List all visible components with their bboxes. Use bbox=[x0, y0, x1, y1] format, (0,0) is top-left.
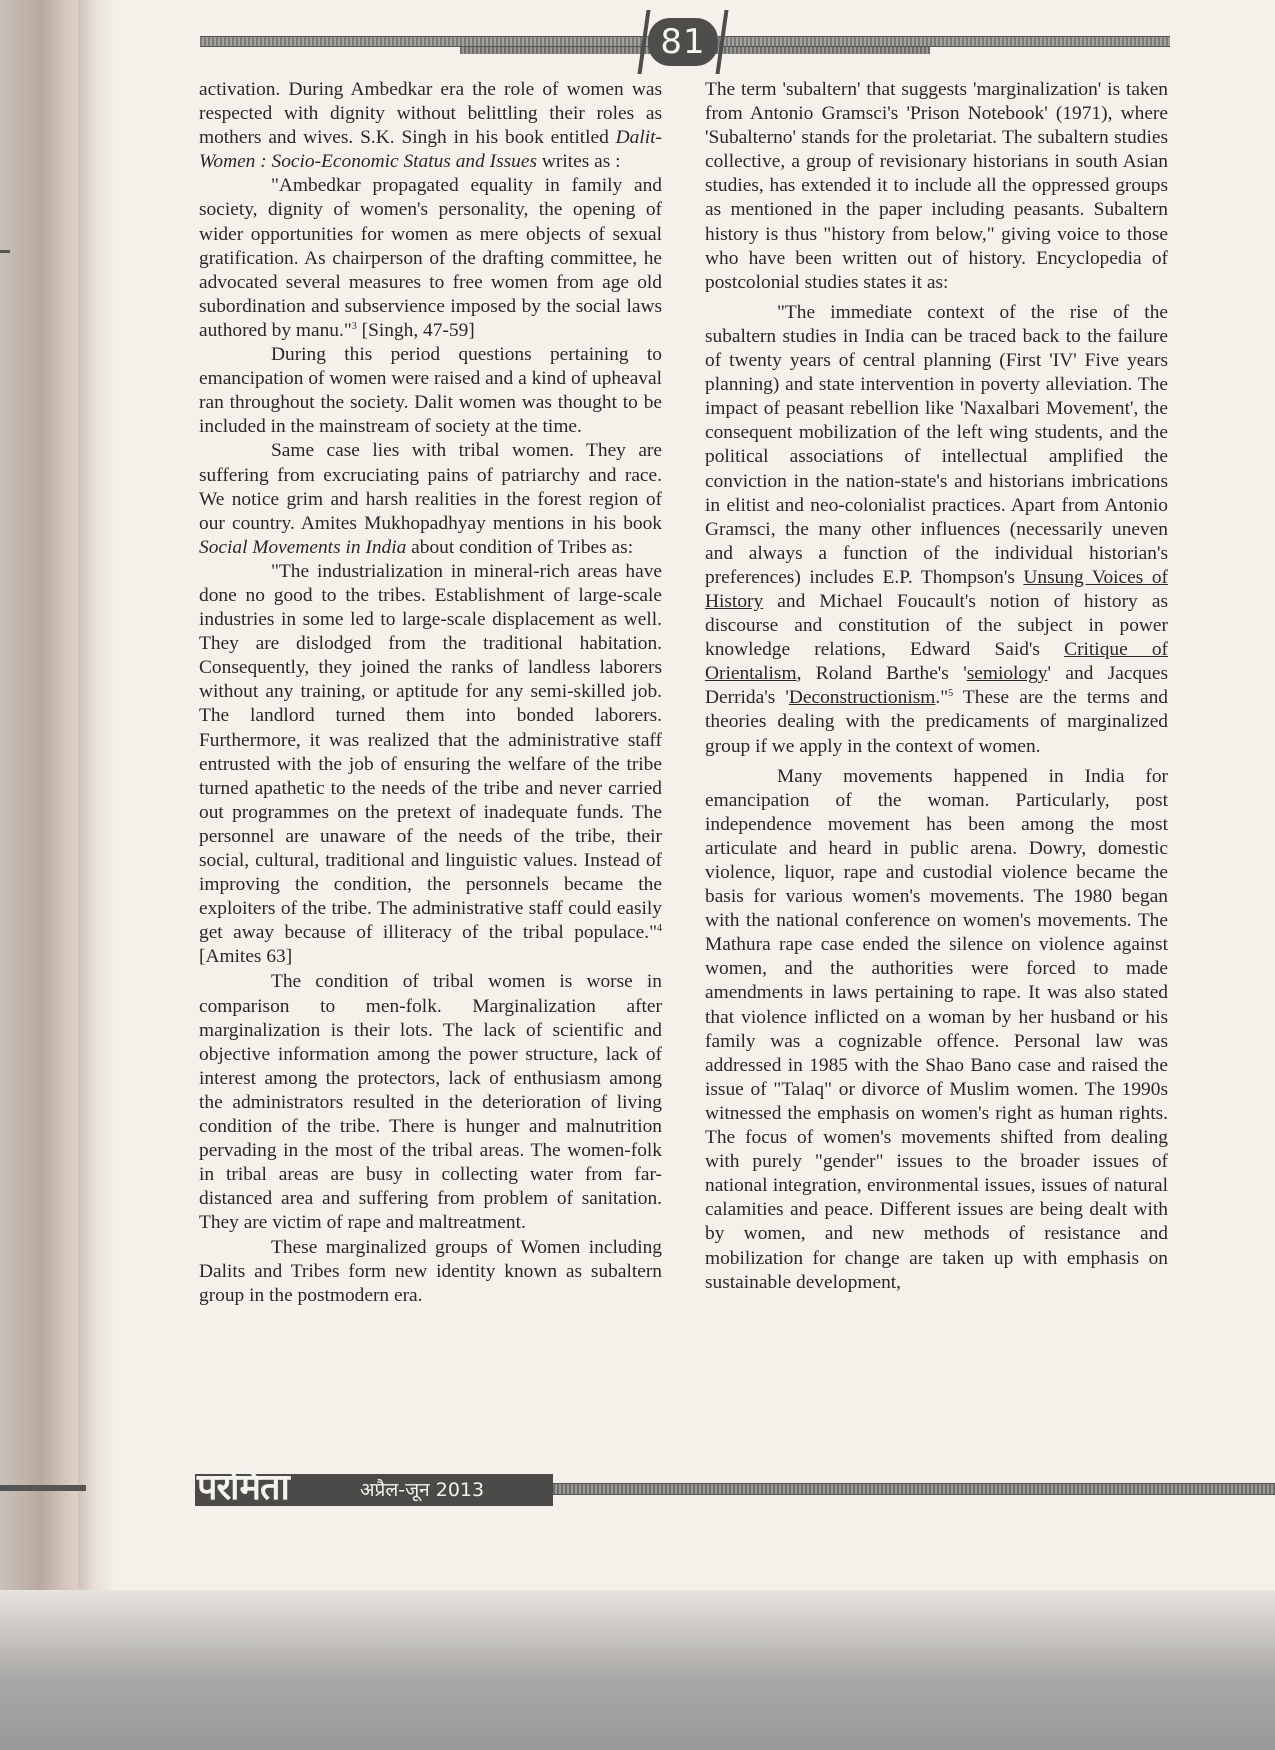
footer-rule bbox=[553, 1483, 1275, 1495]
scan-bottom-shadow bbox=[0, 1590, 1275, 1750]
paragraph: The condition of tribal women is worse in comparison to men-folk. Marginalization after marginalization is their lots. The lack of scientific and objective information among the power structure, lack of interest among the protectors, lack of enthusiasm among the administrators resulted in the deterioration of living condition of the tribe. There is hunger and malnutrition pervading in the most of the tribal areas. The women-folk in tribal areas are busy in collecting water from far-distanced area and suffering from problem of sanitation. They are victim of rape and maltreatment. bbox=[199, 971, 662, 1234]
paragraph: activation. During Ambedkar era the role of women was respected with dignity without belittling their roles as mothers and wives. S.K. Singh in his book entitled Dalit-Women : Socio-Economic Status and Issues writes as : bbox=[199, 79, 662, 173]
block-quote: "Ambedkar propagated equality in family and society, dignity of women's personality, the opening of wider opportunities for women as mere objects of sexual gratification. As chairperson of the drafting committee, he advocated several measures to free women from age old subordination and subservience imposed by the social laws authored by manu."$^3$ [Singh, 47-59] bbox=[199, 175, 662, 341]
footnote-marker: 5 bbox=[948, 688, 954, 700]
paragraph: Same case lies with tribal women. They are suffering from excruciating pains of patriarchy and race. We notice grim and harsh realities in the forest region of our country. Amites Mukhopadhyay mentions in his book Social Movements in India about condition of Tribes as: bbox=[199, 440, 662, 558]
header-rule-right bbox=[718, 36, 1170, 47]
underlined-term: Deconstructionism bbox=[788, 687, 936, 709]
left-column bbox=[199, 78, 662, 1308]
paragraph: The term 'subaltern' that suggests 'marginalization' is taken from Antonio Gramsci's 'Prison Notebook' (1971), where 'Subalterno' stands for the proletariat. The subaltern studies collective, a group of revisionary historians in south Asian studies, has extended it to include all the oppressed groups as mentioned in the paper including peasants. Subaltern history is thus "history from below," giving voice to those who have been written out of history. Encyclopedia of postcolonial studies states it as: bbox=[705, 79, 1168, 293]
paragraph: These marginalized groups of Women including Dalits and Tribes form new identity known as subaltern group in the postmodern era. bbox=[199, 1236, 662, 1306]
journal-logo: परमिता bbox=[197, 1467, 289, 1508]
page-number: 81 bbox=[648, 18, 718, 66]
scan-mark bbox=[0, 250, 10, 253]
right-column bbox=[705, 78, 1168, 1295]
book-title: Dalit-Women : Socio-Economic Status and Issues bbox=[199, 127, 662, 173]
underlined-title: Unsung Voices of History bbox=[705, 566, 1168, 612]
issue-date: अप्रैल-जून 2013 bbox=[360, 1479, 485, 1501]
header-rule-left bbox=[200, 36, 652, 47]
paragraph: During this period questions pertaining to emancipation of women were raised and a kind of upheaval ran throughout the society. Dalit women was thought to be included in the mainstream of society at the time. bbox=[199, 344, 662, 438]
block-quote: "The immediate context of the rise of the subaltern studies in India can be traced back to the failure of twenty years of central planning (First 'IV' Five years planning) and state intervention in poverty alleviation. The impact of peasant rebellion like 'Naxalbari Movement', the consequent mobilization of the left wing students, and the political associations of intellectual amplified the conviction in the nation-state's and historians imbrications in elitist and neo-colonialist practices. Apart from Antonio Gramsci, the many other influences (necessarily uneven and always a function of the individual historian's preferences) includes E.P. Thompson's Unsung Voices of History and Michael Foucault's notion of history as discourse and constitution of the subject in power knowledge relations, Edward Said's Critique of Orientalism, Roland Barthe's 'semiology' and Jacques Derrida's 'Deconstructionism."$^5$ These are the terms and theories dealing with the predicaments of marginalized group if we apply in the context of women. bbox=[705, 301, 1168, 757]
block-quote: "The industrialization in mineral-rich areas have done no good to the tribes. Establishment of large-scale industries in some led to large-scale displacement as well. They are dislodged from the traditional habitation. Consequently, they joined the ranks of landless laborers without any training, or aptitude for any semi-skilled job. The landlord turned them into bonded laborers. Furthermore, it was realized that the administrative staff entrusted with the job of ensuring the welfare of the tribe turned apathetic to the needs of the tribe and never carried out programmes on the pretext of inadequate funds. The personnel are unaware of the needs of the tribe, their social, cultural, traditional and linguistic values. Instead of improving the condition, the personnels became the exploiters of the tribe. The administrative staff could easily get away because of illiteracy of the tribal populace."$^4$ [Amites 63] bbox=[199, 560, 662, 968]
book-title: Social Movements in India bbox=[199, 536, 407, 558]
underlined-title: Critique of Orientalism bbox=[705, 639, 1168, 685]
scan-mark bbox=[0, 1485, 86, 1491]
underlined-term: semiology bbox=[966, 663, 1048, 685]
paragraph: Many movements happened in India for emancipation of the woman. Particularly, post independence movement has been among the most articulate and heard in public arena. Dowry, domestic violence, liquor, rape and custodial violence became the basis for various women's movements. The 1980 began with the national conference on women's movements. The Mathura rape case ended the silence on violence against women, and the authorities were forced to made amendments in laws pertaining to rape. It was also stated that violence inflicted on a woman by her husband or his family was a cognizable offence. Personal law was addressed in 1985 with the Shao Bano case and raised the issue of "Talaq" or divorce of Muslim women. The 1990s witnessed the emphasis on women's right as human rights. The focus of women's movements shifted from dealing with purely "gender" issues to the broader issues of national integration, environmental issues, issues of natural calamities and peace. Different issues are being dealt with by women, and new methods of resistance and mobilization for change are taken up with emphasis on sustainable development, bbox=[705, 765, 1168, 1293]
footnote-marker: 4 bbox=[657, 923, 662, 935]
footnote-marker: 3 bbox=[351, 320, 357, 332]
